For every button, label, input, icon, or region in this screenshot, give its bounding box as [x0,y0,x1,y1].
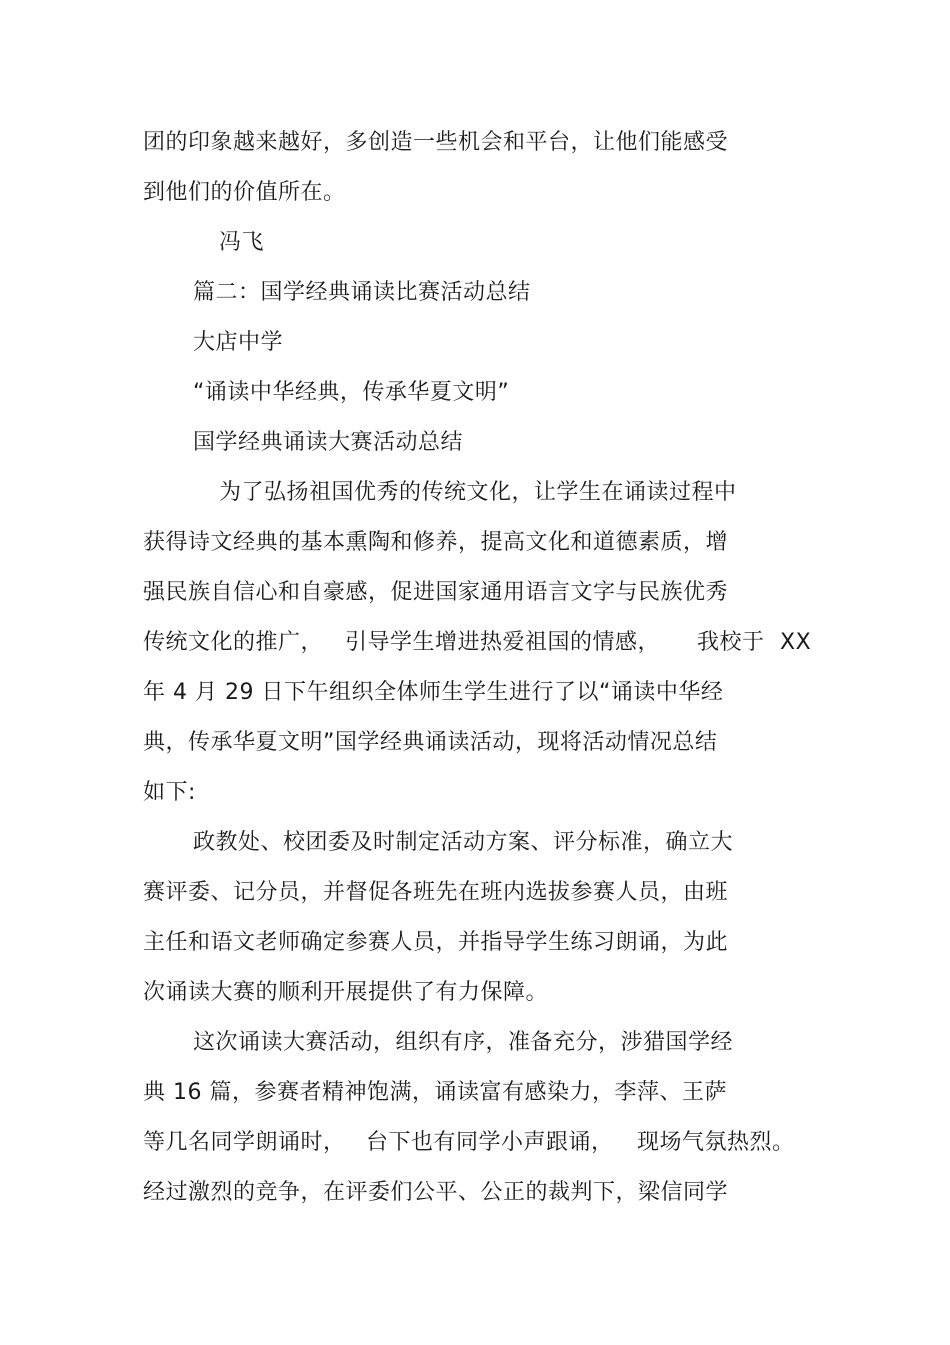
text-line: 强民族自信心和自豪感，促进国家通用语言文字与民族优秀 [143,580,729,605]
section-title: 篇二：国学经典诵读比赛活动总结 [193,280,531,305]
author-name: 冯飞 [219,230,265,255]
text-line: 政教处、校团委及时制定活动方案、评分标准，确立大 [193,830,734,855]
text-line: 等几名同学朗诵时， [143,1130,346,1155]
text-line: 团的印象越来越好，多创造一些机会和平台，让他们能感受 [143,130,729,155]
event-slogan: “诵读中华经典，传承华夏文明” [193,380,510,405]
text-line: 到他们的价值所在。 [143,180,346,205]
text-line: XX [780,630,812,655]
text-line: 现场气氛热烈。 [637,1130,795,1155]
text-line: 获得诗文经典的基本熏陶和修养，提高文化和道德素质，增 [143,530,729,555]
text-line: 次诵读大赛的顺利开展提供了有力保障。 [143,980,549,1005]
text-line: 经过激烈的竞争，在评委们公平、公正的裁判下，梁信同学 [143,1180,729,1205]
text-line: 典，传承华夏文明”国学经典诵读活动，现将活动情况总结 [143,730,718,755]
text-line: 为了弘扬祖国优秀的传统文化，让学生在诵读过程中 [219,480,737,505]
school-name: 大店中学 [193,330,284,355]
text-line: 这次诵读大赛活动，组织有序，准备充分，涉猎国学经 [193,1030,734,1055]
text-line: 引导学生增进热爱祖国的情感， [345,630,661,655]
report-title: 国学经典诵读大赛活动总结 [193,430,464,455]
text-line: 典 16 篇，参赛者精神饱满，诵读富有感染力，李萍、王萨 [143,1080,727,1105]
text-line: 如下: [143,780,196,805]
text-line: 传统文化的推广， [143,630,324,655]
text-line: 主任和语文老师确定参赛人员，并指导学生练习朗诵，为此 [143,930,729,955]
text-line: 我校于 [697,630,765,655]
text-line: 台下也有同学小声跟诵， [366,1130,614,1155]
text-line: 年 4 月 29 日下午组织全体师生学生进行了以“诵读中华经 [143,680,724,705]
text-line: 赛评委、记分员，并督促各班先在班内选拔参赛人员，由班 [143,880,729,905]
